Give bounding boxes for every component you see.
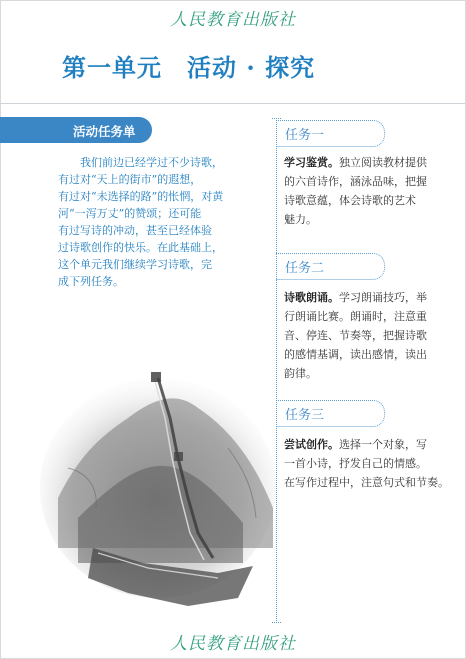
- intro-line: 成下列任务。: [58, 275, 124, 288]
- intro-line: 这个单元我们继续学习诗歌，完: [58, 258, 212, 271]
- banner-label: 活动任务单: [73, 124, 136, 139]
- task-3-label: 任务三: [285, 408, 325, 423]
- task-2-line: 韵律。: [284, 367, 317, 380]
- task-2-line: 的感情基调，读出感情，读出: [284, 348, 427, 361]
- unit-title: 第一单元 活动 · 探究: [62, 53, 316, 82]
- great-wall-illustration: [38, 348, 278, 613]
- publisher-logo-top: 人民教育出版社: [170, 10, 296, 30]
- task-column-divider: [276, 118, 277, 623]
- task-1-line: [284, 153, 427, 172]
- task-1-line: 魅力。: [284, 213, 317, 226]
- task-3-heading: 尝试创作。: [284, 438, 339, 451]
- task-2-label: 任务二: [285, 261, 325, 276]
- task-2-label-tab: [276, 253, 385, 280]
- intro-line: 河“一泻万丈”的赞颂；还可能: [58, 207, 202, 220]
- task-2-line: 音、停连、节奏等，把握诗歌: [284, 329, 427, 342]
- intro-line: 有过对“未选择的路”的怅惘，对黄: [58, 190, 224, 203]
- task-1-line: 的六首诗作，涵泳品味，把握: [284, 175, 427, 188]
- publisher-logo-bottom: 人民教育出版社: [170, 634, 296, 654]
- task-2-line: 行朗诵比赛。朗诵时，注意重: [284, 310, 427, 323]
- task-1-label: 任务一: [285, 128, 325, 143]
- intro-line: 我们前边已经学过不少诗歌，: [58, 156, 223, 169]
- task-1-text: 独立阅读教材提供: [339, 156, 427, 169]
- intro-line: 有过写诗的冲动，甚至已经体验: [58, 224, 212, 237]
- task-2-line: [284, 288, 427, 307]
- task-3-text: 选择一个对象，写: [339, 438, 427, 451]
- task-1-label-tab: [276, 120, 385, 147]
- intro-line: 过诗歌创作的快乐。在此基础上，: [58, 241, 223, 254]
- task-1-heading: 学习鉴赏。: [284, 156, 339, 169]
- divider-cap-bottom: [272, 622, 281, 623]
- task-1-line: 诗歌意蕴，体会诗歌的艺术: [284, 194, 416, 207]
- divider-cap-top: [272, 118, 281, 119]
- task-3-line: 在写作过程中，注意句式和节奏。: [284, 476, 449, 489]
- header-divider: [0, 103, 466, 104]
- task-2-heading: 诗歌朗诵。: [284, 291, 339, 304]
- task-3-line: [284, 435, 427, 454]
- task-2-text: 学习朗诵技巧，举: [339, 291, 427, 304]
- intro-paragraph: [58, 154, 275, 292]
- task-sheet-banner: [0, 117, 152, 143]
- task-3-label-tab: [276, 400, 385, 427]
- intro-line: 有过对“天上的街市”的遐想，: [58, 173, 202, 186]
- task-3-line: 一首小诗，抒发自己的情感。: [284, 457, 427, 470]
